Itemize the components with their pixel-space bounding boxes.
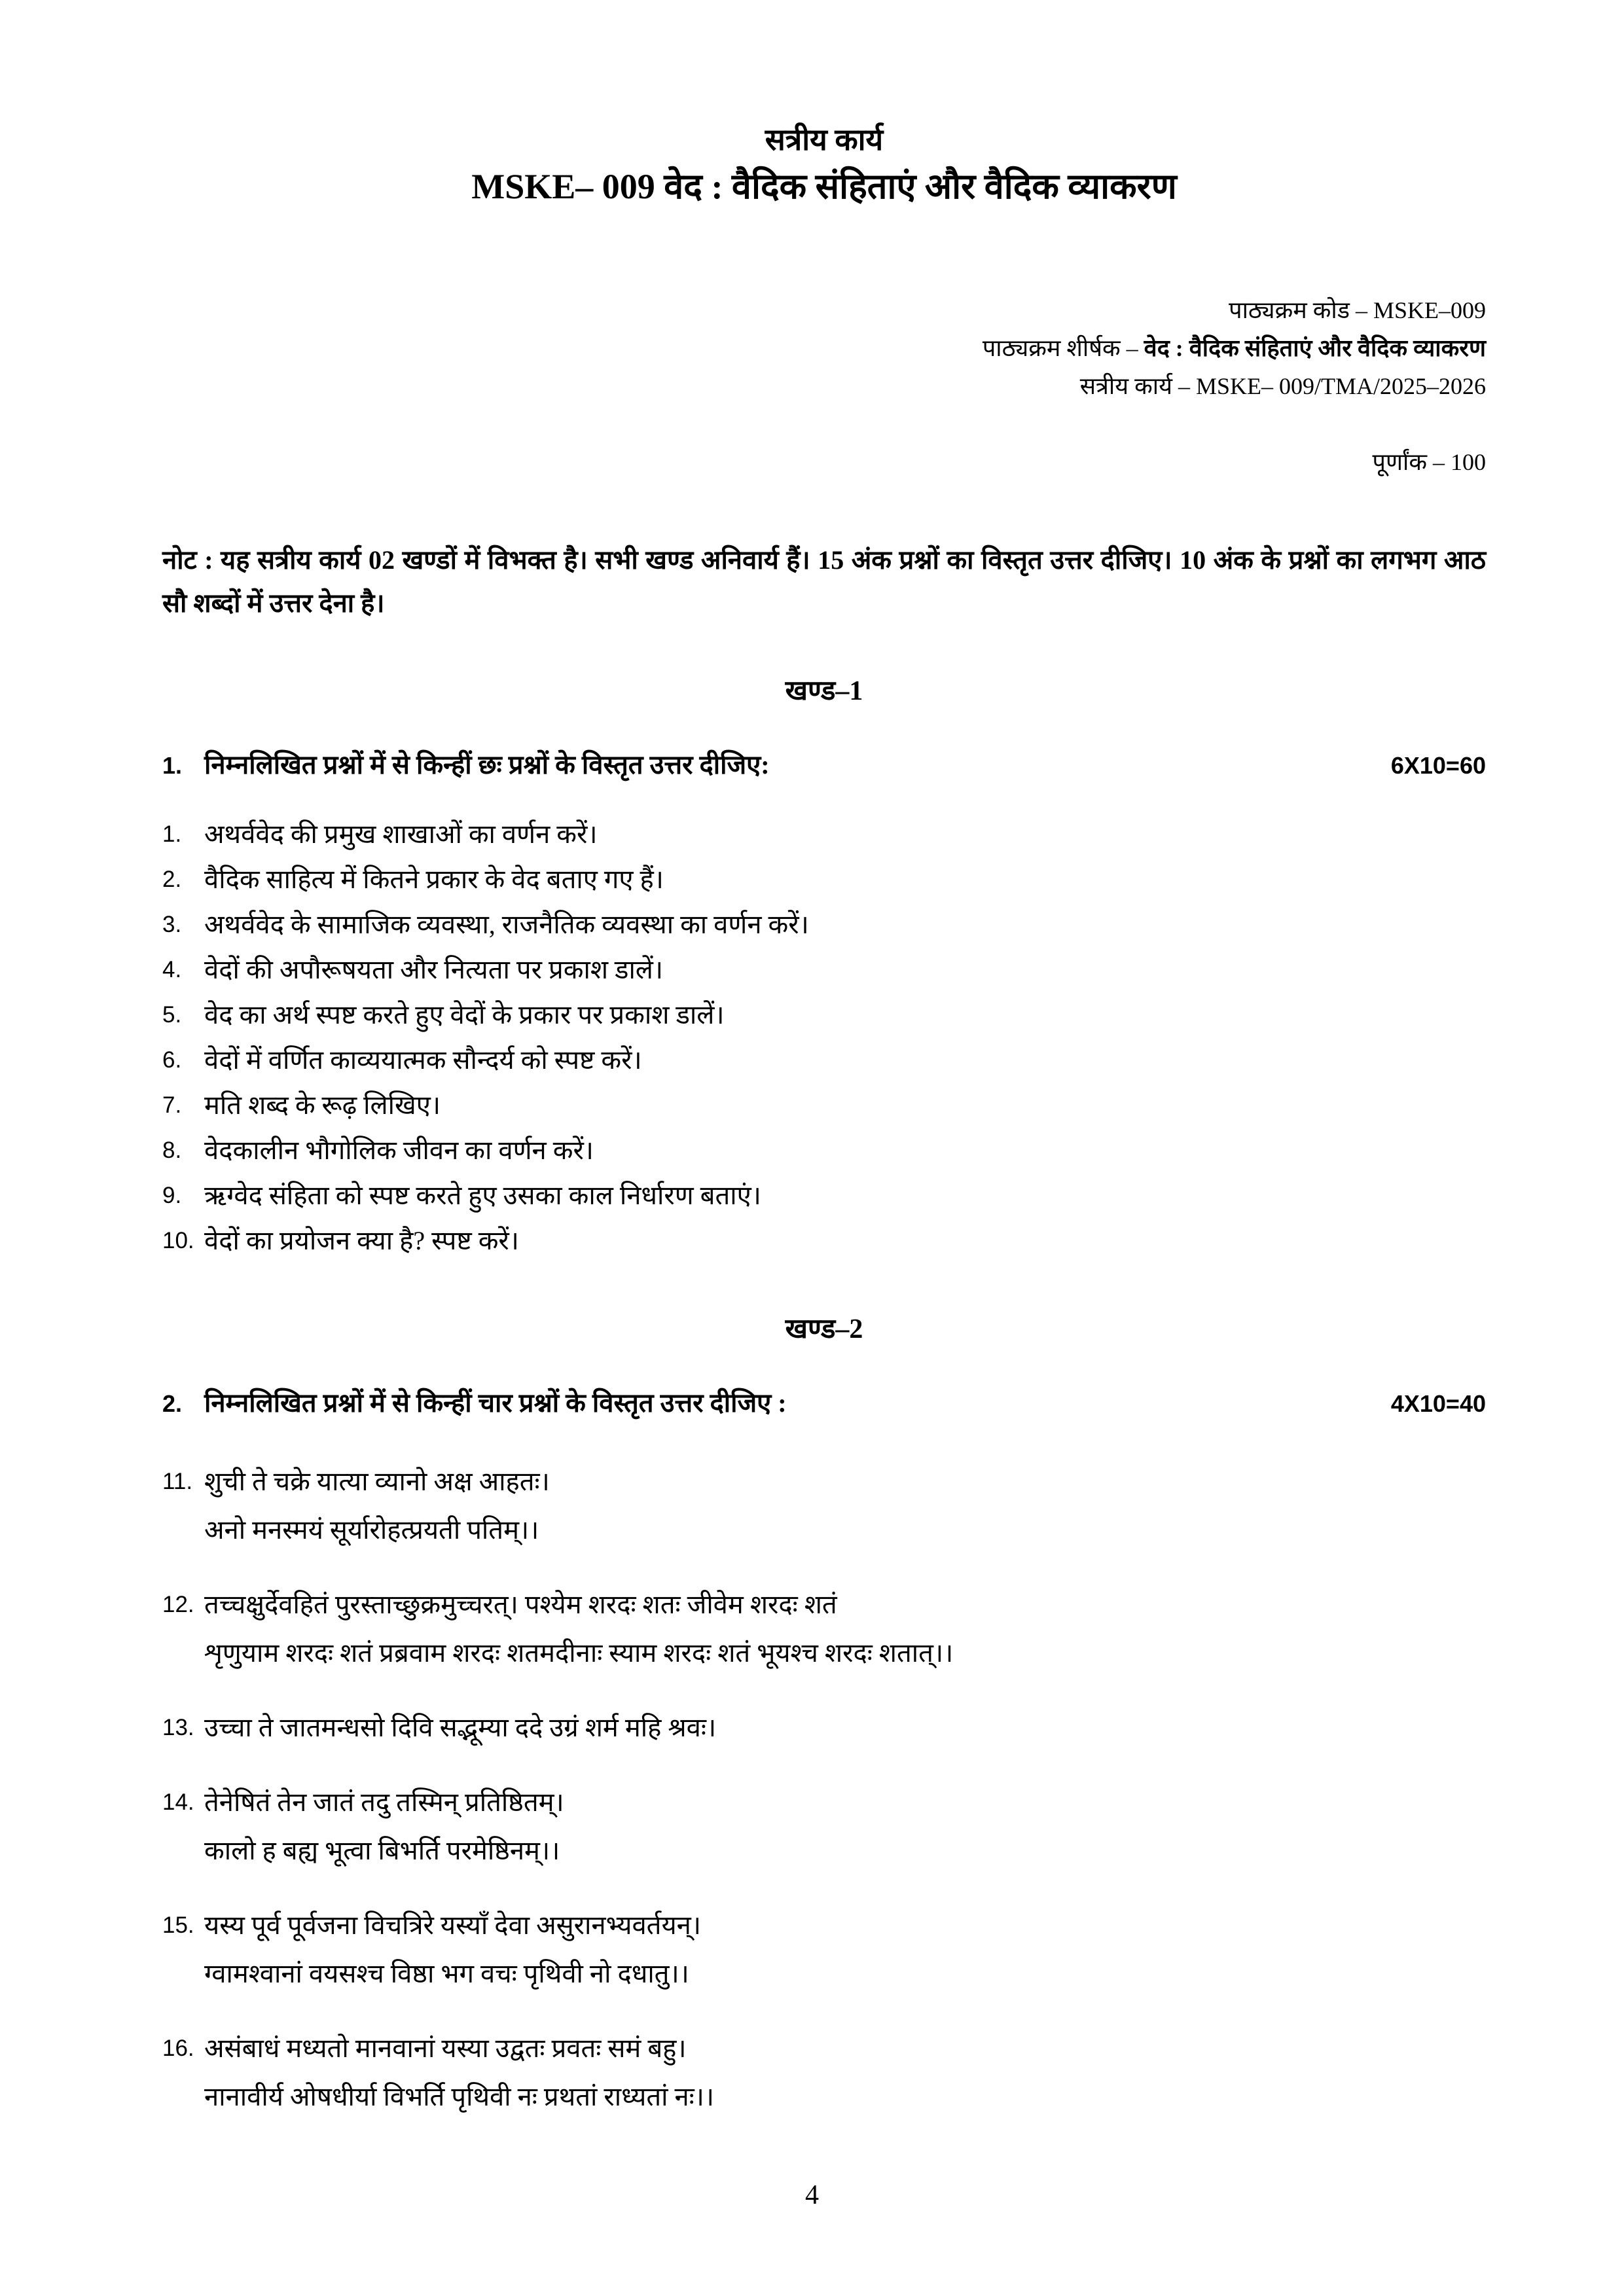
list-item: [162, 812, 1486, 857]
verse-item: [162, 2024, 1486, 2121]
verse-text: शृणुयाम शरदः शतं प्रब्रवाम शरदः शतमदीनाः स्याम शरदः शतं भूयश्च शरदः शतात्।।: [204, 1638, 954, 1668]
instructions-note: नोट : यह सत्रीय कार्य 02 खण्डों में विभक्त है। सभी खण्ड अनिवार्य हैं। 15 अंक प्रश्नों का विस्तृत उत्तर दीजिए। 10 अंक के प्रश्नों का लगभग आठ सौ शब्दों में उत्तर देना है।: [162, 545, 1486, 618]
question-text: निम्नलिखित प्रश्नों में से किन्हीं चार प्रश्नों के विस्तृत उत्तर दीजिए :: [204, 1388, 787, 1418]
list-item: [162, 1173, 1486, 1218]
course-title-prefix: पाठ्यक्रम शीर्षक –: [982, 335, 1144, 361]
list-item: [162, 902, 1486, 947]
verse-line: [204, 1950, 1486, 1998]
item-number: 3.: [162, 912, 182, 937]
verse-item: [162, 1458, 1486, 1554]
item-number: 15.: [162, 1912, 194, 1938]
verse-text: नानावीर्य ओषधीर्या विभर्ति पृथिवी नः प्रथतां राध्यतां नः।।: [204, 2082, 715, 2111]
list-item: [162, 1083, 1486, 1128]
item-text: वैदिक साहित्य में कितने प्रकार के वेद बताए गए हैं।: [204, 865, 664, 894]
item-number: 10.: [162, 1228, 194, 1253]
verse-line: [162, 1778, 1486, 1827]
question-number: 1.: [162, 752, 183, 779]
item-text: वेदों में वर्णित काव्ययात्मक सौन्दर्य को स्पष्ट करें।: [204, 1045, 642, 1075]
item-text: वेदकालीन भौगोलिक जीवन का वर्णन करें।: [204, 1136, 594, 1165]
section-1-heading: खण्ड–1: [785, 676, 863, 706]
verse-line: [204, 2073, 1486, 2121]
item-number: 4.: [162, 957, 182, 982]
document-title: [162, 121, 1486, 214]
item-number: 14.: [162, 1789, 194, 1815]
item-number: 2.: [162, 867, 182, 892]
list-item: [162, 947, 1486, 992]
verse-text: ग्वामश्वानां वयसश्च विष्ठा भग वचः पृथिवी नो दधातु।।: [204, 1959, 689, 1988]
item-number: 12.: [162, 1592, 194, 1617]
verse-text: असंबाधं मध्यतो मानवानां यस्या उद्वतः प्रवतः समं बहु।: [204, 2034, 687, 2063]
item-number: 5.: [162, 1002, 182, 1028]
list-item: [162, 1218, 1486, 1263]
item-number: 6.: [162, 1047, 182, 1073]
item-number: 1.: [162, 821, 182, 847]
question-marks: 6X10=60: [1390, 752, 1486, 779]
list-item: [162, 857, 1486, 902]
item-number: 11.: [162, 1469, 193, 1494]
question-1-row: [162, 745, 1486, 785]
question-2-row: [162, 1384, 1486, 1424]
item-number: 16.: [162, 2036, 194, 2061]
item-text: ऋग्वेद संहिता को स्पष्ट करते हुए उसका काल निर्धारण बताएं।: [204, 1181, 761, 1210]
page-number: 4: [805, 2180, 819, 2210]
section-1-question-list: [162, 812, 1486, 1263]
verse-text: शुची ते चक्रे यात्या व्यानो अक्ष आहतः।: [204, 1467, 550, 1496]
verse-line: [162, 1458, 1486, 1506]
course-title-line: [162, 329, 1486, 367]
item-text: वेदों का प्रयोजन क्या है? स्पष्ट करें।: [204, 1226, 519, 1255]
item-number: 7.: [162, 1092, 182, 1118]
item-text: मति शब्द के रूढ़ लिखिए।: [204, 1090, 441, 1120]
list-item: [162, 992, 1486, 1037]
verse-text: कालो ह बह्य भूत्वा बिभर्ति परमेष्ठिनम्।।: [204, 1836, 560, 1865]
verse-item: [162, 1778, 1486, 1875]
item-number: 13.: [162, 1715, 194, 1740]
verse-line: [162, 1704, 1486, 1752]
question-marks: 4X10=40: [1390, 1390, 1486, 1417]
section-2-verse-list: [162, 1458, 1486, 2121]
verse-text: अनो मनस्मयं सूर्यारोहत्प्रयती पतिम्।।: [204, 1515, 539, 1545]
item-number: 9.: [162, 1183, 182, 1208]
verse-text: तच्चक्षुर्देवहितं पुरस्ताच्छुक्रमुच्चरत्। पश्येम शरदः शतः जीवेम शरदः शतं: [204, 1590, 837, 1619]
verse-item: [162, 1704, 1486, 1752]
verse-line: [204, 1827, 1486, 1875]
question-text: निम्नलिखित प्रश्नों में से किन्हीं छः प्रश्नों के विस्तृत उत्तर दीजिए:: [204, 750, 770, 780]
verse-line: [204, 1506, 1486, 1554]
list-item: [162, 1128, 1486, 1173]
list-item: [162, 1037, 1486, 1083]
item-text: वेदों की अपौरूषयता और नित्यता पर प्रकाश डालें।: [204, 955, 664, 984]
item-text: वेद का अर्थ स्पष्ट करते हुए वेदों के प्रकार पर प्रकाश डालें।: [204, 1000, 725, 1030]
item-text: अथर्ववेद के सामाजिक व्यवस्था, राजनैतिक व्यवस्था का वर्णन करें।: [204, 910, 809, 939]
title-session-work: सत्रीय कार्य: [765, 123, 884, 156]
section-2-heading: खण्ड–2: [785, 1314, 863, 1344]
course-title-text: वेद : वैदिक संहिताएं और वैदिक व्याकरण: [1144, 335, 1486, 361]
verse-text: यस्य पूर्व पूर्वजना विचत्रिरे यस्याँ देवा असुरानभ्यवर्तयन्।: [204, 1910, 702, 1940]
title-course: MSKE– 009 वेद : वैदिक संहिताएं और वैदिक व्याकरण: [471, 167, 1177, 206]
verse-item: [162, 1901, 1486, 1998]
course-code-line: पाठ्यक्रम कोड – MSKE–009: [1229, 297, 1486, 323]
verse-line: [162, 1581, 1486, 1629]
question-number: 2.: [162, 1390, 183, 1417]
assignment-code-line: सत्रीय कार्य – MSKE– 009/TMA/2025–2026: [1079, 373, 1486, 399]
verse-text: उच्चा ते जातमन्धसो दिवि सद्भूम्या ददे उग्रं शर्म महि श्रवः।: [204, 1713, 717, 1742]
verse-item: [162, 1581, 1486, 1677]
total-marks: पूर्णांक – 100: [1372, 449, 1486, 475]
verse-line: [204, 1629, 1486, 1677]
verse-text: तेनेषितं तेन जातं तदु तस्मिन् प्रतिष्ठितम्।: [204, 1787, 564, 1817]
course-info-block: [162, 291, 1486, 405]
verse-line: [162, 2024, 1486, 2073]
item-text: अथर्ववेद की प्रमुख शाखाओं का वर्णन करें।: [204, 819, 598, 849]
verse-line: [162, 1901, 1486, 1950]
item-number: 8.: [162, 1138, 182, 1163]
